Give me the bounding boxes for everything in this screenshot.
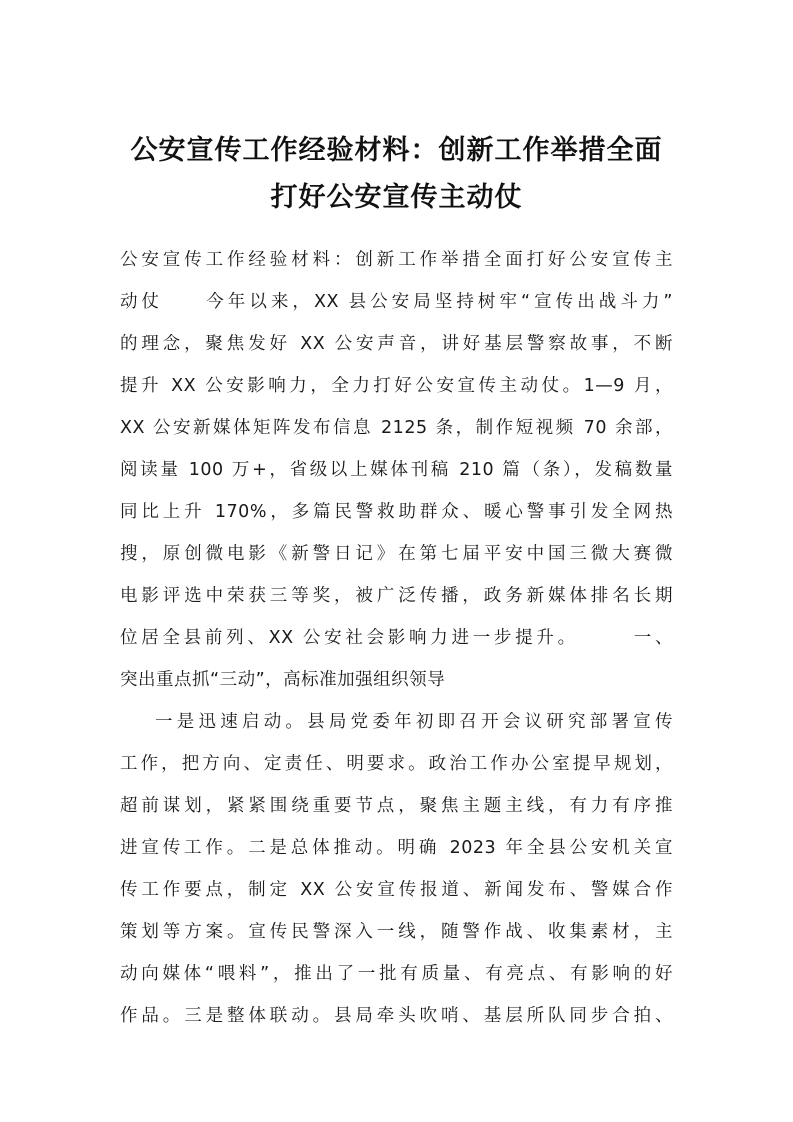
body-line: 阅读量 100 万+，省级以上媒体刊稿 210 篇（条），发稿数量 (120, 460, 673, 480)
body-line: 一是迅速启动。县局党委年初即召开会议研究部署宣传 (155, 712, 673, 732)
body-line: 位居全县前列、XX 公安社会影响力进一步提升。 一、 (120, 628, 673, 648)
body-line: 电影评选中荣获三等奖，被广泛传播，政务新媒体排名长期 (120, 586, 673, 606)
body-line: 作品。三是整体联动。县局牵头吹哨、基层所队同步合拍、 (120, 1006, 673, 1026)
body-line: 搜，原创微电影《新警日记》在第七届平安中国三微大赛微 (120, 544, 673, 564)
body-line: XX 公安新媒体矩阵发布信息 2125 条，制作短视频 70 余部， (120, 418, 673, 438)
body-line: 策划等方案。宣传民警深入一线，随警作战、收集素材，主 (120, 922, 673, 942)
body-line: 的理念，聚焦发好 XX 公安声音，讲好基层警察故事，不断 (120, 334, 673, 354)
body-line: 工作，把方向、定责任、明要求。政治工作办公室提早规划， (120, 754, 673, 774)
body-line: 进宣传工作。二是总体推动。明确 2023 年全县公安机关宣 (120, 838, 673, 858)
document-title-line-2: 打好公安宣传主动仗 (270, 182, 523, 213)
body-line: 公安宣传工作经验材料：创新工作举措全面打好公安宣传主 (120, 250, 673, 270)
body-line: 动仗 今年以来，XX 县公安局坚持树牢“宣传出战斗力” (120, 292, 673, 312)
body-line: 动向媒体“喂料”，推出了一批有质量、有亮点、有影响的好 (120, 964, 673, 984)
section-heading-line: 突出重点抓“三动”，高标准加强组织领导 (120, 670, 446, 690)
body-line: 超前谋划，紧紧围绕重要节点，聚焦主题主线，有力有序推 (120, 796, 673, 816)
body-line: 提升 XX 公安影响力，全力打好公安宣传主动仗。1—9 月， (120, 376, 673, 396)
body-line: 同比上升 170%，多篇民警救助群众、暖心警事引发全网热 (120, 502, 673, 522)
document-title-line-1: 公安宣传工作经验材料：创新工作举措全面 (130, 135, 663, 166)
body-line: 传工作要点，制定 XX 公安宣传报道、新闻发布、警媒合作 (120, 880, 673, 900)
